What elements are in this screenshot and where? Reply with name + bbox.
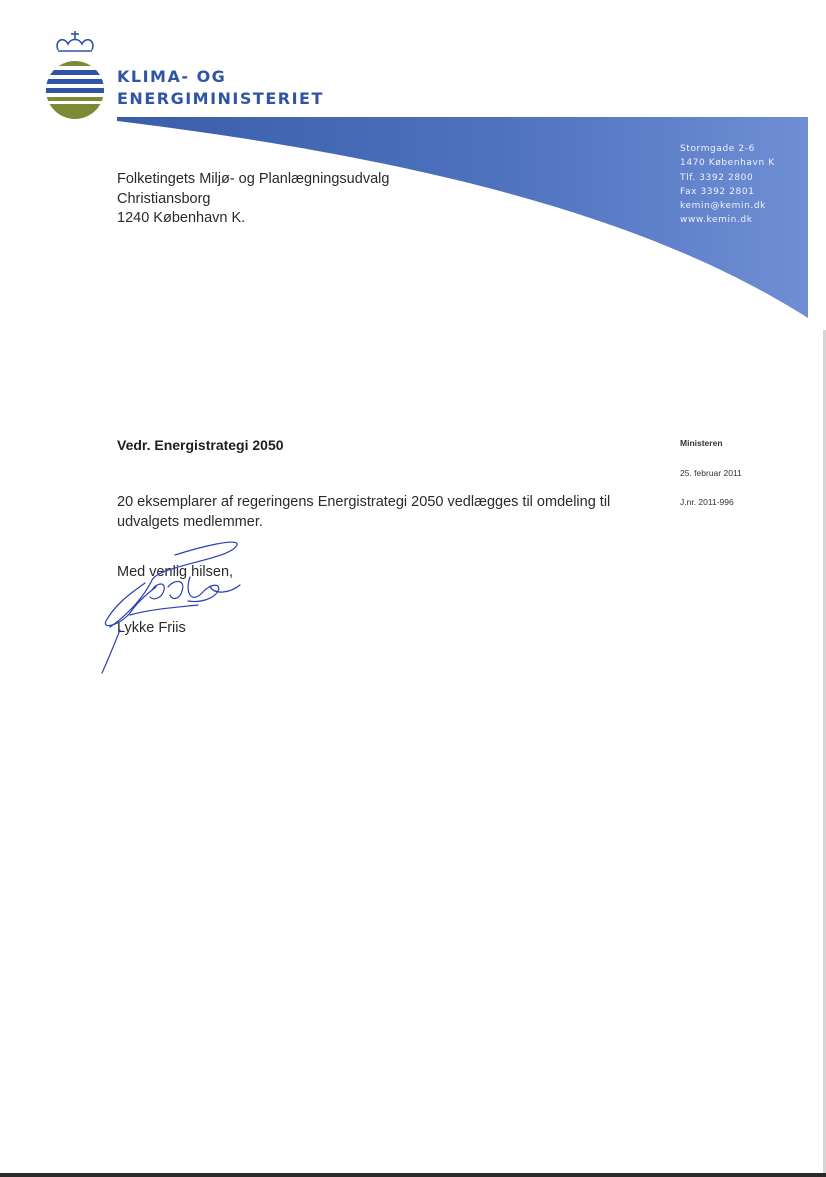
body-line-1: 20 eksemplarer af regeringens Energistrategi 2050 vedlægges til omdeling til xyxy=(117,494,611,510)
closing-greeting: Med venlig hilsen, xyxy=(117,564,234,580)
contact-city: 1470 København K xyxy=(680,158,775,169)
recipient-line-2: Christiansborg xyxy=(117,190,211,207)
ministry-wordmark xyxy=(117,66,324,110)
wordmark-line-2: ENERGIMINISTERIET xyxy=(117,89,324,108)
scan-edge-bottom xyxy=(0,1173,826,1177)
journal-number: J.nr. 2011-996 xyxy=(680,497,734,507)
recipient-address xyxy=(117,170,389,229)
ministry-logo-icon xyxy=(40,28,110,123)
signer-name: Lykke Friis xyxy=(117,620,186,636)
handwritten-signature xyxy=(90,535,250,680)
contact-address: Stormgade 2-6 xyxy=(680,144,755,154)
contact-web: www.kemin.dk xyxy=(680,215,753,226)
letter-body xyxy=(117,493,637,532)
contact-fax: Fax 3392 2801 xyxy=(680,186,755,197)
recipient-line-1: Folketingets Miljø- og Planlægningsudvalg xyxy=(117,171,390,187)
recipient-line-3: 1240 København K. xyxy=(117,210,246,226)
letter-subject: Vedr. Energistrategi 2050 xyxy=(117,437,284,453)
body-line-2: udvalgets medlemmer. xyxy=(117,513,263,530)
contact-phone: Tlf. 3392 2800 xyxy=(680,172,754,183)
sender-title: Ministeren xyxy=(680,438,723,448)
letter-date: 25. februar 2011 xyxy=(680,468,742,478)
contact-block xyxy=(680,142,820,228)
contact-email: kemin@kemin.dk xyxy=(680,201,766,212)
wordmark-line-1: KLIMA- OG xyxy=(117,67,227,86)
